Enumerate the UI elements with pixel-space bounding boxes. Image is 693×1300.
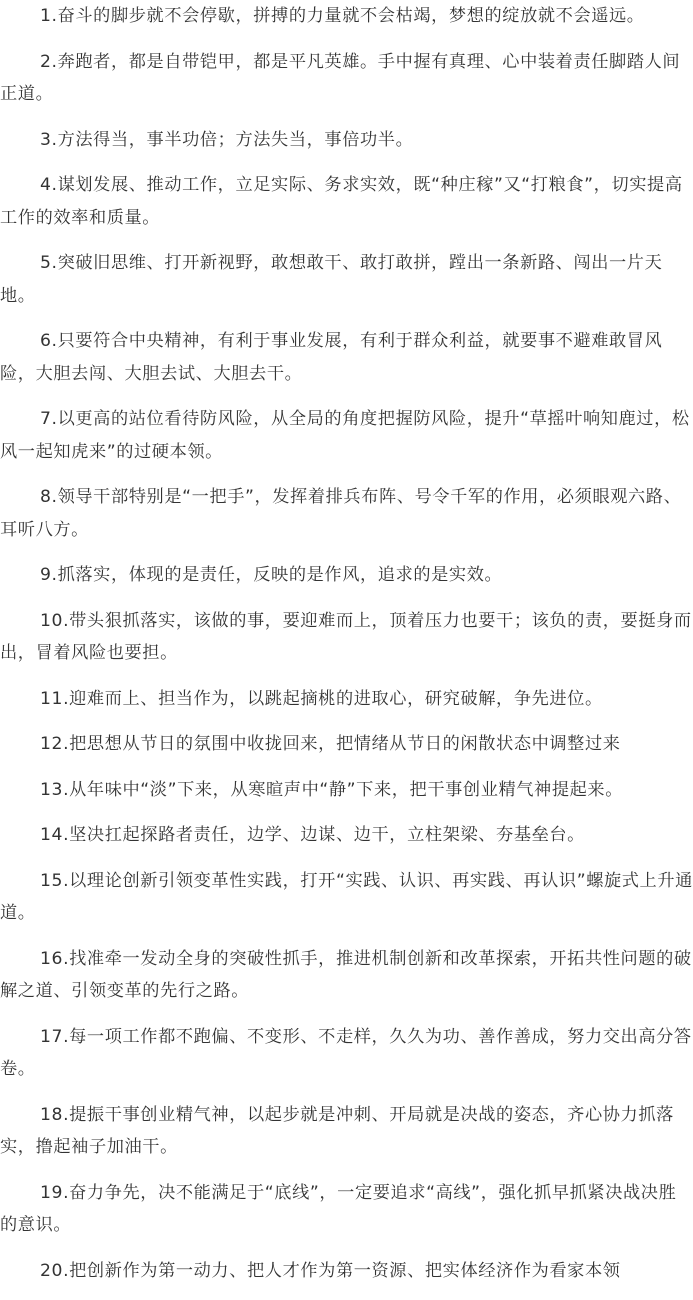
- paragraph-7: 7.以更高的站位看待防风险，从全局的角度把握防风险，提升“草摇叶响知鹿过，松风一起知虎来”的过硬本领。: [0, 409, 690, 462]
- paragraph-15: 15.以理论创新引领变革性实践，打开“实践、认识、再实践、再认识”螺旋式上升通道。: [0, 870, 693, 923]
- paragraph-11: 11.迎难而上、担当作为，以跳起摘桃的进取心，研究破解，争先进位。: [40, 688, 603, 709]
- paragraph-6: 6.只要符合中央精神，有利于事业发展，有利于群众利益，就要事不避难敢冒风险，大胆去闯、大胆去试、大胆去干。: [0, 331, 663, 384]
- paragraph-5: 5.突破旧思维、打开新视野，敢想敢干、敢打敢拼，蹚出一条新路、闯出一片天地。: [0, 253, 663, 306]
- paragraph-19: 19.奋力争先，决不能满足于“底线”，一定要追求“高线”，强化抓早抓紧决战决胜的意识。: [0, 1182, 677, 1235]
- paragraph-3: 3.方法得当，事半功倍；方法失当，事倍功半。: [40, 129, 414, 150]
- paragraph-14: 14.坚决扛起探路者责任，边学、边谋、边干，立柱架梁、夯基垒台。: [40, 825, 585, 845]
- paragraph-18: 18.提振干事创业精气神，以起步就是冲刺、开局就是决战的姿态，齐心协力抓落实，撸起袖子加油干。: [0, 1104, 674, 1157]
- paragraph-20: 20.把创新作为第一动力、把人才作为第一资源、把实体经济作为看家本领: [40, 1260, 621, 1281]
- paragraph-1: 1.奋斗的脚步就不会停歇，拼搏的力量就不会枯竭，梦想的绽放就不会遥远。: [40, 6, 645, 26]
- paragraph-4: 4.谋划发展、推动工作，立足实际、务求实效，既“种庄稼”又“打粮食”，切实提高工作的效率和质量。: [0, 175, 683, 228]
- paragraph-2: 2.奔跑者，都是自带铠甲，都是平凡英雄。手中握有真理、心中装着责任脚踏人间正道。: [0, 51, 681, 104]
- paragraph-17: 17.每一项工作都不跑偏、不变形、不走样，久久为功、善作善成，努力交出高分答卷。: [0, 1026, 692, 1079]
- paragraph-13: 13.从年味中“淡”下来，从寒暄声中“静”下来，把干事创业精气神提起来。: [40, 779, 623, 800]
- paragraph-8: 8.领导干部特别是“一把手”，发挥着排兵布阵、号令千军的作用，必须眼观六路、耳听八方。: [0, 487, 682, 540]
- paragraph-12: 12.把思想从节日的氛围中收拢回来，把情绪从节日的闲散状态中调整过来: [40, 734, 621, 754]
- paragraph-10: 10.带头狠抓落实，该做的事，要迎难而上，顶着压力也要干；该负的责，要挺身而出，冒着风险也要担。: [0, 610, 692, 663]
- paragraph-16: 16.找准牵一发动全身的突破性抓手，推进机制创新和改革探索，开拓共性问题的破解之道、引领变革的先行之路。: [0, 948, 692, 1001]
- paragraph-9: 9.抓落实，体现的是责任，反映的是作风，追求的是实效。: [40, 565, 503, 585]
